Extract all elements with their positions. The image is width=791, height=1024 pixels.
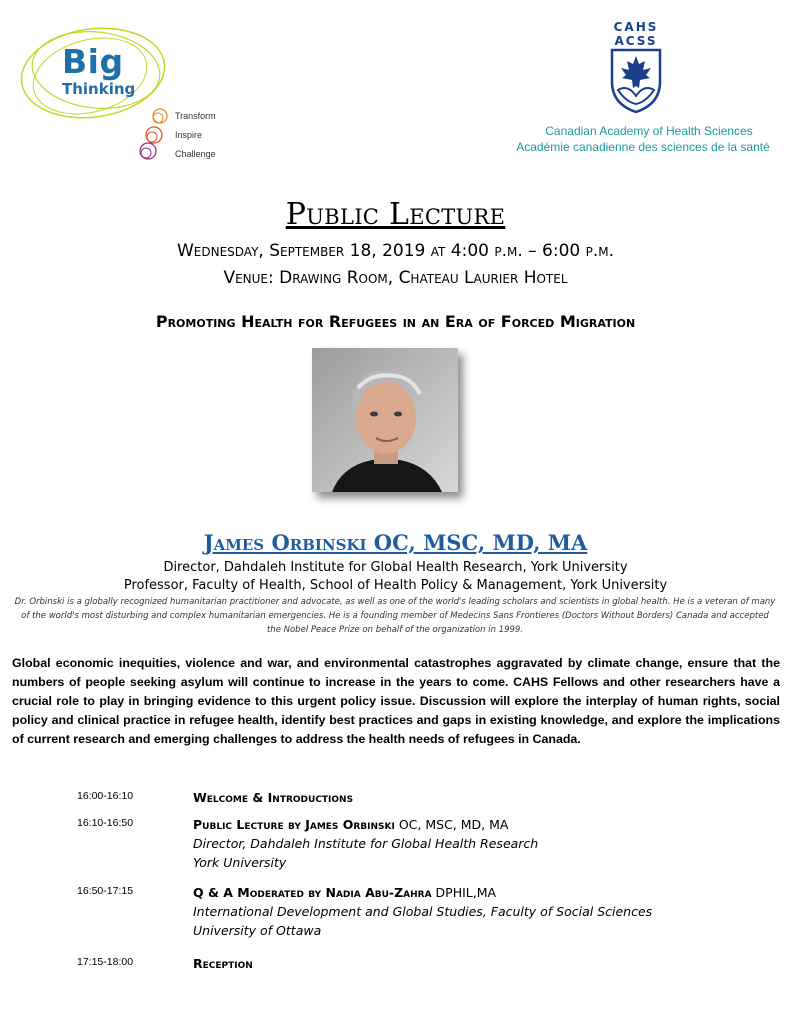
agenda-item: [193, 815, 538, 872]
cahs-name-english: Canadian Academy of Health Sciences: [545, 124, 753, 138]
cahs-mark-bottom: ACSS: [614, 34, 658, 48]
agenda-item-title: Reception: [193, 956, 253, 971]
tagline-challenge: Challenge: [175, 149, 216, 159]
agenda-item: [193, 788, 353, 807]
agenda-item-title: Welcome & Introductions: [193, 790, 354, 805]
cahs-mark-top: CAHS: [613, 20, 659, 34]
tagline-transform: Transform: [175, 111, 216, 121]
agenda-time: 16:10-16:50: [77, 817, 134, 829]
agenda-time: 16:00-16:10: [77, 790, 134, 802]
big-thinking-logo: [18, 18, 223, 168]
event-date-time: Wednesday, September 18, 2019 at 4:00 p.m. – 6:00 p.m.: [176, 241, 615, 261]
agenda-item-title: Public Lecture by James Orbinski: [193, 817, 395, 832]
cahs-logo-mark: [606, 18, 666, 114]
event-venue: Venue: Drawing Room, Chateau Laurier Hotel: [223, 268, 568, 288]
lecture-abstract: Global economic inequities, violence and war, and environmental catastrophes aggravated by climate change, ensure that the numbers of people seeking asylum will continue to increase in the years to come. CAHS Fellows and other researchers have a crucial role to play in bringing evidence to this urgent policy issue. Discussion will explore the interplay of human rights, social policy and clinical practice in refugee health, identify best practices and gaps in existing knowledge, and explore the implications of current research and emerging challenges to address the health needs of refugees in Canada.: [12, 656, 780, 746]
cahs-name-french: Académie canadienne des sciences de la santé: [516, 140, 770, 154]
lecture-title: Promoting Health for Refugees in an Era of Forced Migration: [155, 312, 636, 331]
tagline-inspire: Inspire: [175, 130, 203, 140]
agenda-item-title: Q & A Moderated by Nadia Abu-Zahra: [193, 885, 432, 900]
page-title: Public Lecture: [285, 197, 506, 232]
agenda-time: 17:15-18:00: [77, 956, 134, 968]
agenda-item-credentials: OC, MSC, MD, MA: [394, 817, 509, 832]
speaker-photo: [312, 348, 458, 492]
logo-big-text: Big: [62, 42, 124, 81]
agenda-item-detail: York University: [193, 855, 287, 870]
agenda-item-credentials: DPHIL,MA: [431, 885, 497, 900]
logo-thinking-text: Thinking: [62, 80, 136, 98]
agenda-time: 16:50-17:15: [77, 885, 134, 897]
agenda-item-detail: Director, Dahdaleh Institute for Global Health Research: [193, 836, 539, 851]
speaker-bio: Dr. Orbinski is a globally recognized humanitarian practitioner and advocate, as well as one of the world's leading scholars and scientists in global health. He is a veteran of many of the world's most disturbing and complex humanitarian emergencies. He is a founding member of Medecins Sans Frontieres (Doctors Without Borders) Canada and accepted the Nobel Peace Prize on behalf of the organization in 1999.: [14, 597, 776, 635]
speaker-role-director: Director, Dahdaleh Institute for Global Health Research, York University: [163, 560, 628, 575]
agenda-item-detail: International Development and Global Studies, Faculty of Social Sciences: [193, 904, 653, 919]
agenda-item: [193, 883, 652, 940]
speaker-name[interactable]: James Orbinski OC, MSC, MD, MA: [203, 530, 588, 555]
agenda-item: [193, 954, 253, 973]
speaker-role-professor: Professor, Faculty of Health, School of Health Policy & Management, York University: [123, 578, 668, 593]
agenda-item-detail: University of Ottawa: [193, 923, 322, 938]
